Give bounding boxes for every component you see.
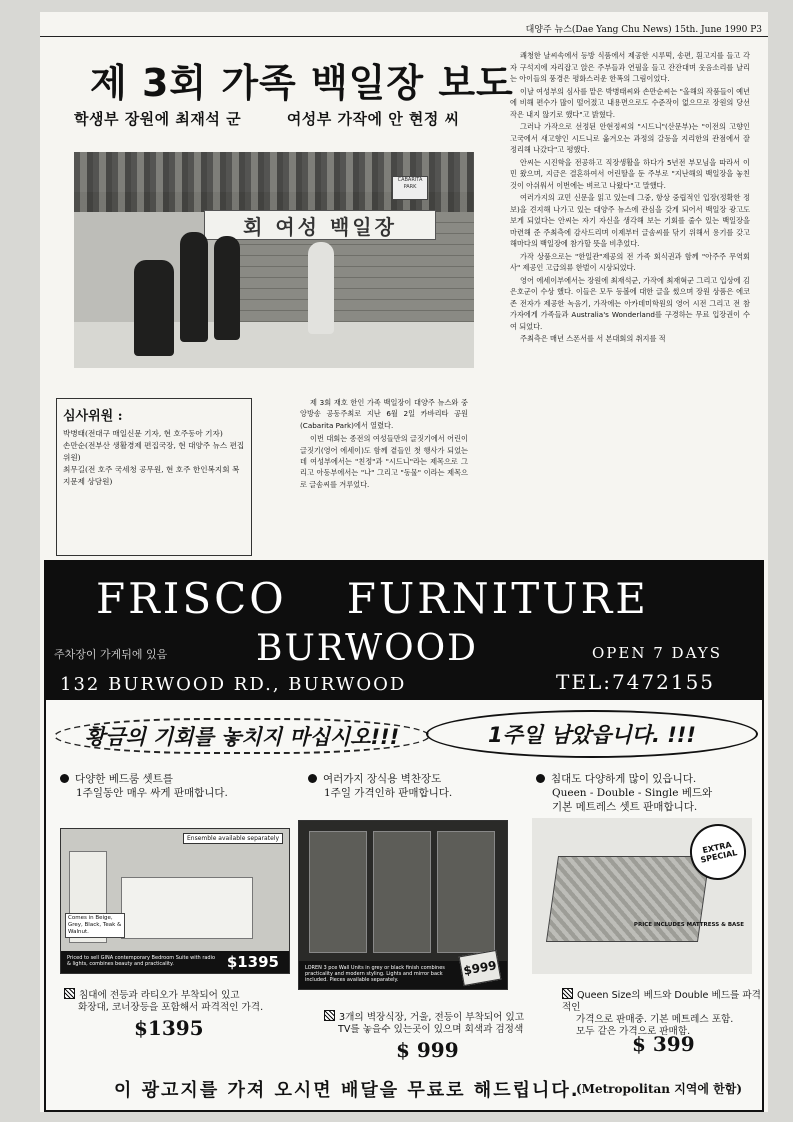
park-sign: CABARITA PARK [392,176,428,200]
extra-special-badge: EXTRA SPECIAL [685,819,751,885]
mattress-desc: Queen Size의 베드와 Double 베드를 파격적인 가격으로 판매중. 기본 메트레스 포함. 모두 같은 가격으로 판매함. [562,990,761,1037]
article-paragraph: 영어 에세이부에서는 장원에 최재석군, 가작에 최재혁군 그리고 입상에 김은호군이 수상 했다. 이들은 모두 등볼에 대한 글을 썼으며 장원 상품은 에코존 전자가 제공한 녹음기, 가작에는 아카데미학원의 영어 시전 그리고 전 참가자에게 가족들과 Australia's Wonderland를 구경하는 무료 입장권이 수여 되었다. [510,275,750,331]
article-right-column [510,50,750,346]
feature-beds: 침대도 다양하게 많이 있읍니다. Queen - Double - Single 베드와 기본 메트레스 셋트 판매합니다. [536,772,712,814]
open-hours: OPEN 7 DAYS [592,644,722,662]
article-paragraph: 이번 대회는 종전의 여성들만의 글짓기에서 어린이 글짓기(영어 에세이)도 함께 곁들인 첫 행사가 되었는데 여성부에서는 "친정"과 "시드니"라는 제목으로 그리고 아동부에서는 "나" 그리고 "동물" 이라는 제목으로 글솜씨를 겨루었다. [300,434,468,489]
person-figure [308,242,334,334]
subhead-women: 여성부 가작에 안 현정 씨 [286,110,460,128]
mattress-caption: PRICE INCLUDES MATTRESS & BASE [633,922,744,928]
bed-tag: Ensemble available separately [183,833,283,844]
bedroom-price: $1395 [134,1016,204,1040]
store-phone: TEL:7472155 [556,670,716,694]
promo-banner-right: 1주일 남았읍니다. !!! [426,710,758,758]
wall-unit-caption: LOREN 3 pce Wall Units in grey or black finish combines practicality and modern styling. Lights and mirror back included. Pieces available separately. [305,965,445,983]
bed-colors-note: Comes in Beige, Grey, Black, Teak & Walnut. [65,913,125,938]
judges-box [56,398,252,556]
judge-entry: 손만순(전부산 생활경제 편집국장, 현 대양주 뉴스 편집위원) [63,441,245,462]
article-paragraph: 여러가지의 교민 신문을 읽고 있는데 그중, 항상 중립적인 입장(정확한 정보)을 견지해 나가고 있는 대양주 뉴스에 관심을 갖게 되어서 백일장 광고도 보게 되었다는 안씨는 자기 자신을 생각해 보는 기회를 줄수 있는 백일장을 마련해 준 주최측에 감사드리며 이제부터 글솜씨를 닦기 위해서 용기를 갖고 해마다의 백일장에 참가할 뜻을 비추었다. [510,193,750,248]
furniture-ad-header [44,560,764,700]
bullet-icon [308,774,317,783]
promo-banner-left: 황금의 기회를 놓치지 마십시오!!! [54,718,430,754]
article-paragraph: 주최측은 매년 스폰서를 서 본대회의 취지를 적 [520,334,666,343]
bed-caption: Priced to sell GINA contemporary Bedroom Suite with radio & lights, combines beauty and practicality. [67,955,216,967]
person-figure [180,232,208,342]
bedroom-suite-image [60,828,290,974]
judge-entry: 박병태(전대구 매일신문 기자, 현 호주동아 기자) [63,429,223,438]
article-paragraph: 그러나 가작으로 선정된 안현정씨의 "시드니"(산문부)는 "이전의 고향인 고국에서 새고향인 시드니로 옮겨오는 과정의 갈등을 지리한의 관점에서 잘 정리해 나갔다"고 평했다. [510,122,750,154]
bedroom-desc: 침대에 전등과 라티오가 부착되어 있고 화장대, 코너장등을 포함해서 파격적인 가격. [64,988,263,1014]
person-figure [134,260,174,356]
bullet-icon [60,774,69,783]
article-paragraph: 쾌청한 날씨속에서 등방 식품에서 제공한 시루떡, 송편, 흰고지를 들고 각자 구석지에 자리잡고 앉은 주부들과 연필을 들고 잔잔대며 웃음소리를 날리는 아이들의 풍경은 평화스러운 한폭의 그림이었다. [510,51,750,83]
article-paragraph: 이날 여성부의 심사를 맡은 박병태씨와 손만순씨는 "올해의 작품들이 예년에 비해 편수가 많이 떨어졌고 내용면으로도 수준작이 없으므로 장원의 당선작은 내지 않기로 했다"고 밝혔다. [510,86,750,119]
subheads [74,108,500,129]
parking-note: 주차장이 가게뒤에 있음 [54,648,168,661]
person-figure [214,236,240,340]
free-delivery-notice: 이 광고지를 가져 오시면 배달을 무료로 해드립니다. [114,1080,580,1101]
wall-unit-desc: 3개의 벽장식장, 거울, 전등이 부착되어 있고 TV를 놓을수 있는곳이 있으며 회색과 검정색 [324,1010,524,1036]
masthead: 대양주 뉴스(Dae Yang Chu News) 15th. June 1990 P3 [525,25,762,35]
checkbox-icon [324,1010,335,1021]
judges-title: 심사위원 : [63,409,123,424]
article-paragraph: 제 3회 재호 한인 가족 백일장이 대양주 뉴스와 중앙방송 공동주최로 지난 6월 2일 카바리타 공원(Cabarita Park)에서 열렸다. [300,398,468,430]
checkbox-icon [562,988,573,999]
furniture-ad-body [44,700,764,1112]
store-name: FRISCO FURNITURE [96,574,649,623]
top-rule [40,36,768,37]
headline: 제 3회 가족 백일장 보도 [90,61,514,105]
mattress-image [532,818,752,974]
wall-unit-image [298,820,508,990]
wall-unit-price-burst: $999 [459,950,502,986]
feature-wall-unit: 여러가지 장식용 벽찬장도 1주일 가격인하 판매합니다. [308,772,452,800]
store-location: BURWOOD [256,628,479,669]
store-address: 132 BURWOOD RD., BURWOOD [60,674,407,695]
feature-bedroom: 다양한 베드룸 셋트를 1주일동안 매우 싸게 판매합니다. [60,772,228,800]
photo-banner: 회 여성 백일장 [204,210,436,240]
newspaper-page [40,12,768,1112]
delivery-area-note: (Metropolitan 지역에 한함) [576,1082,743,1096]
checkbox-icon [64,988,75,999]
event-photo [74,152,474,368]
bed-image-price: $1395 [226,953,279,971]
wall-unit-price: $ 999 [396,1038,459,1062]
judge-entry: 최무길(전 호주 국세청 공무원, 현 호주 한인복지회 복지문제 상담원) [63,465,240,486]
article-paragraph: 가작 상품으로는 "한일관"제공의 전 가족 회식권과 함께 "아주주 무역회사" 제공인 고급의류 한벌이 시상되었다. [510,251,750,272]
article-paragraph: 안씨는 시진학을 전공하고 직장생활을 하다가 5년전 부모님을 따라서 이민 왔으며, 지금은 결혼하여서 어린딸을 둔 주부로 "지난해의 백일장을 놓친것이 아쉬워서 이번에는 벼르고 나왔다"고 말했다. [510,157,750,190]
subhead-student: 학생부 장원에 최재석 군 [74,110,242,128]
article-left-column [300,397,468,492]
bullet-icon [536,774,545,783]
mattress-price: $ 399 [632,1032,695,1056]
